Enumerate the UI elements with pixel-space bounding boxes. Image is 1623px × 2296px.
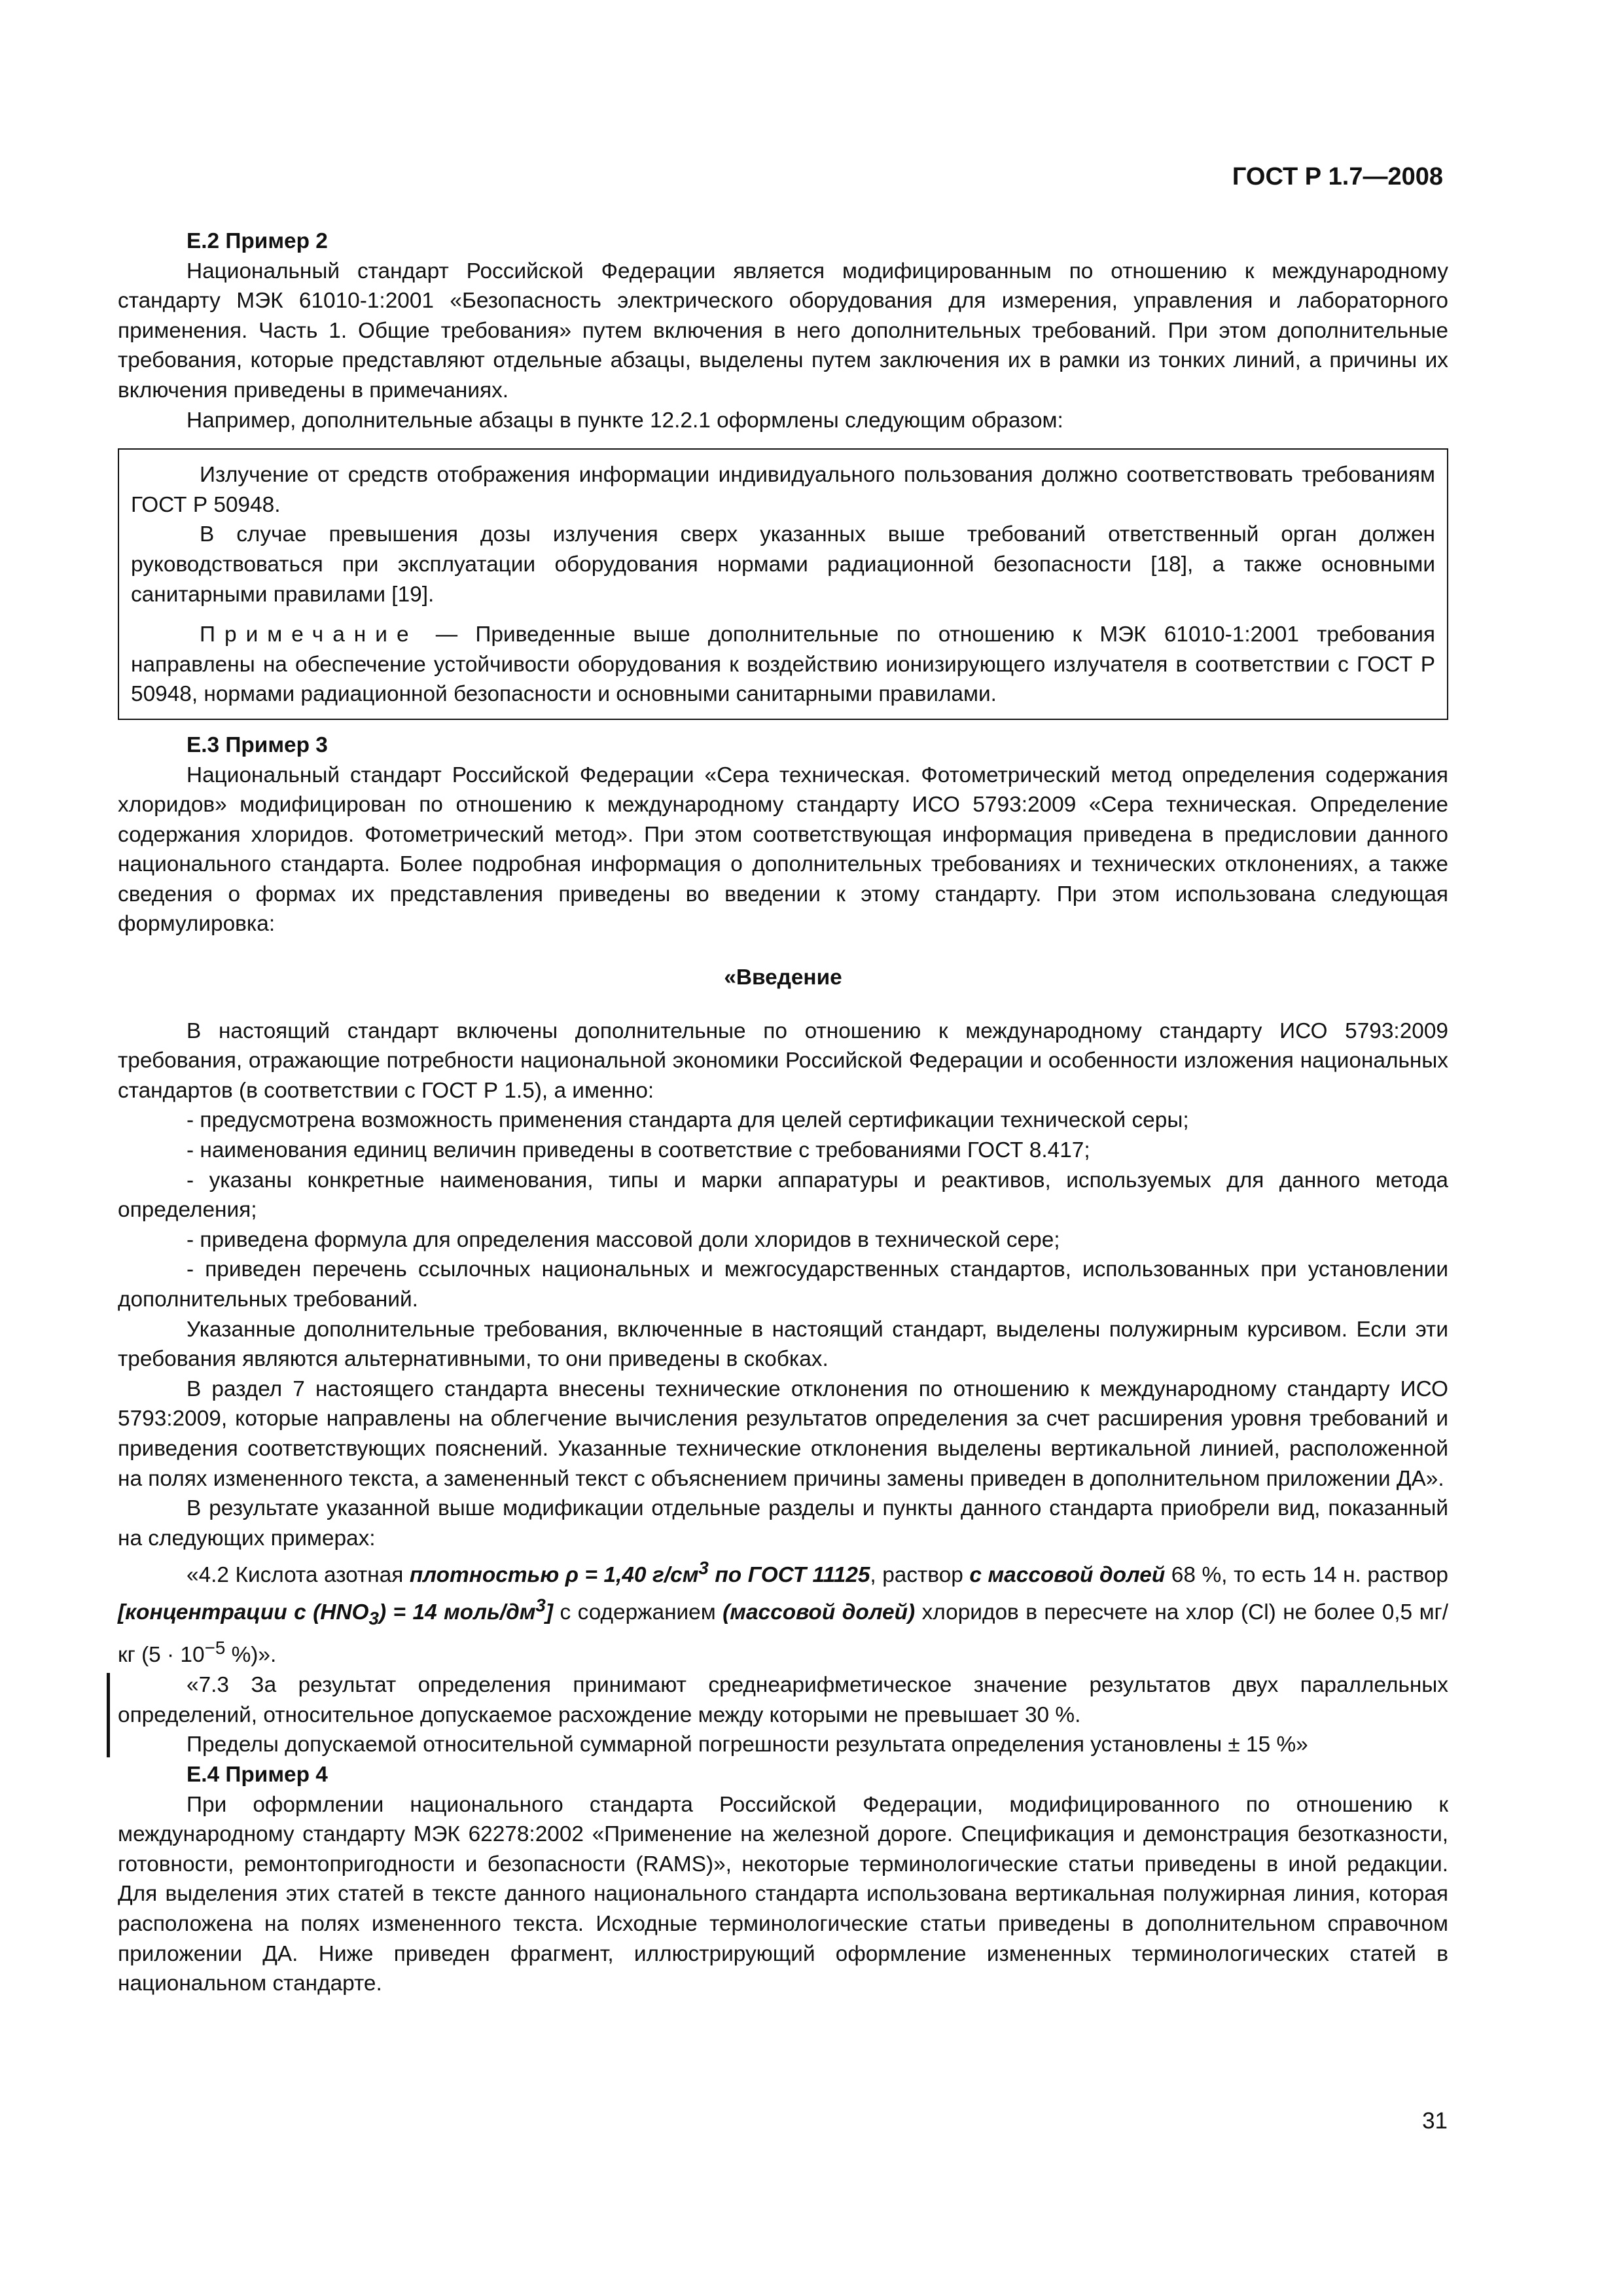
- list-item: - указаны конкретные наименования, типы и марки аппаратуры и реактивов, используемых для данного метода определения;: [118, 1168, 1448, 1223]
- section-heading-e2: Е.2 Пример 2: [187, 229, 328, 253]
- change-marker-bar: [107, 1673, 110, 1757]
- paragraph: В раздел 7 настоящего стандарта внесены технические отклонения по отношению к международному стандарту ИСО 5793:2009, которые направлены на облегчение вычисления результатов определения за счет расширения уровня требований и приведения соответствующих пояснений. Указанные технические отклонения выделены вертикальной линией, расположенной на полях измененного текста, а замененный текст с объяснением причины замены приведен в дополнительном приложении ДА».: [118, 1376, 1448, 1491]
- note-text: — Приведенные выше дополнительные по отношению к МЭК 61010-1:2001 требования направлены на обеспечение устойчивости оборудования к воздействию ионизирующего излучателя в соответствии с ГОСТ Р 50948, нормами радиационной безопасности и основными санитарными правилами.: [131, 622, 1435, 707]
- list-item: - приведена формула для определения массовой доли хлоридов в технической сере;: [187, 1227, 1060, 1252]
- paragraph: Национальный стандарт Российской Федерации «Сера техническая. Фотометрический метод определения содержания хлоридов» модифицирован по отношению к международному стандарту ИСО 5793:2009 «Сера техническая. Определение содержания хлоридов. Фотометрический метод». При этом соответствующая информация приведена в предисловии данного национального стандарта. Более подробная информация о дополнительных требованиях и технических отклонениях, а также сведения о формах их представления приведены во введении к этому стандарту. При этом использована следующая формулировка:: [118, 762, 1448, 937]
- page-content: [118, 226, 1448, 1999]
- paragraph: При оформлении национального стандарта Российской Федерации, модифицированного по отношению к международному стандарту МЭК 62278:2002 «Применение на железной дороге. Спецификация и демонстрация безотказности, готовности, ремонтопригодности и безопасности (RAMS)», некоторые терминологические статьи приведены в иной редакции. Для выделения этих статей в тексте данного национального стандарта использована вертикальная полужирная линия, которая расположена на полях измененного текста. Исходные терминологические статьи приведены в дополнительном справочном приложении ДА. Ниже приведен фрагмент, иллюстрирующий оформление измененных терминологических статей в национальном стандарте.: [118, 1792, 1448, 1996]
- standard-id-header: ГОСТ Р 1.7—2008: [1232, 163, 1443, 190]
- framed-note: [131, 620, 1435, 709]
- page-number: 31: [1422, 2108, 1448, 2134]
- intro-heading: «Введение: [724, 965, 842, 990]
- example-clause-4-2: «4.2 Кислота азотная плотностью ρ = 1,40 $г/см^3$ по ГОСТ 11125, раствор с массовой долей 68 %, то есть 14 н. раствор [концентрации с $(HNO_3) = 14$ моль/$дм^3$] с содержанием (массовой долей) хлоридов в пересчете на хлор (Cl) не более 0,5 мг/кг ($5 \cdot 10^{-5}$ %)».: [118, 1558, 1448, 1668]
- paragraph: Например, дополнительные абзацы в пункте 12.2.1 оформлены следующим образом:: [187, 408, 1063, 433]
- framed-paragraph: Излучение от средств отображения информации индивидуального пользования должно соответствовать требованиям ГОСТ Р 50948.: [131, 463, 1435, 517]
- list-item: - предусмотрена возможность применения стандарта для целей сертификации технической серы;: [187, 1108, 1189, 1133]
- paragraph: В настоящий стандарт включены дополнительные по отношению к международному стандарту ИСО 5793:2009 требования, отражающие потребности национальной экономики Российской Федерации и особенности изложения национальных стандартов (в соответствии с ГОСТ Р 1.5), а именно:: [118, 1018, 1448, 1103]
- list-item: - наименования единиц величин приведены в соответствие с требованиями ГОСТ 8.417;: [187, 1138, 1090, 1163]
- section-heading-e3: Е.3 Пример 3: [187, 732, 328, 757]
- note-label: Примечание: [200, 622, 418, 647]
- section-heading-e4: Е.4 Пример 4: [187, 1762, 328, 1787]
- paragraph: Указанные дополнительные требования, включенные в настоящий стандарт, выделены полужирным курсивом. Если эти требования являются альтернативными, то они приведены в скобках.: [118, 1317, 1448, 1372]
- paragraph: Национальный стандарт Российской Федерации является модифицированным по отношению к международному стандарту МЭК 61010-1:2001 «Безопасность электрического оборудования для измерения, управления и лабораторного применения. Часть 1. Общие требования» путем включения в него дополнительных требований. При этом дополнительные требования, которые представляют отдельные абзацы, выделены путем заключения их в рамки из тонких линий, а причины их включения приведены в примечаниях.: [118, 259, 1448, 403]
- example-clause-7-3: «7.3 За результат определения принимают среднеарифметическое значение результатов двух параллельных определений, относительное допускаемое расхождение между которыми не превышает 30 %.: [118, 1673, 1448, 1727]
- paragraph: В результате указанной выше модификации отдельные разделы и пункты данного стандарта приобрели вид, показанный на следующих примерах:: [118, 1496, 1448, 1551]
- framed-additional-requirements: [118, 448, 1448, 720]
- framed-paragraph: В случае превышения дозы излучения сверх указанных выше требований ответственный орган должен руководствоваться при эксплуатации оборудования нормами радиационной безопасности [18], а также основными санитарными правилами [19].: [131, 522, 1435, 607]
- paragraph: Пределы допускаемой относительной суммарной погрешности результата определения установлены ± 15 %»: [187, 1732, 1308, 1757]
- list-item: - приведен перечень ссылочных национальных и межгосударственных стандартов, использованных при установлении дополнительных требований.: [118, 1257, 1448, 1312]
- changed-text-block: [118, 1670, 1448, 1760]
